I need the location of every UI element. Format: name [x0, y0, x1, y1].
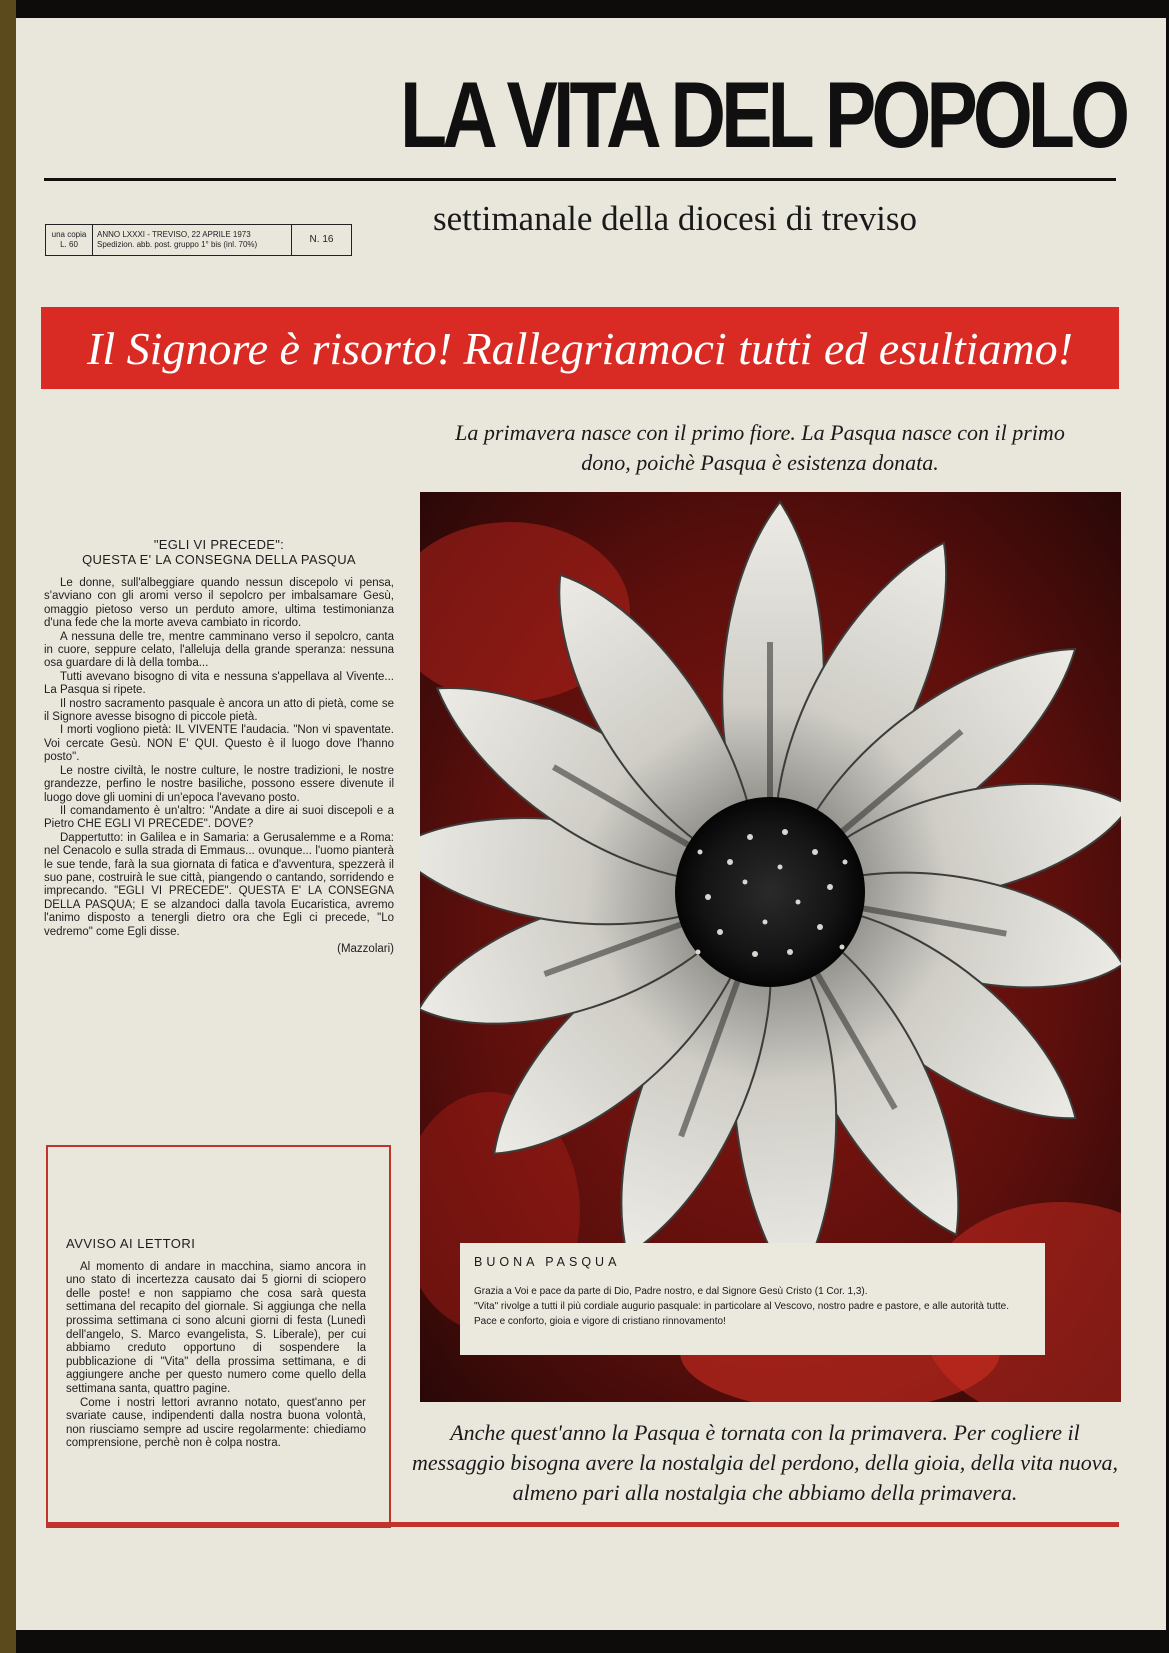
article-paragraph: Le nostre civiltà, le nostre culture, le nostre tradizioni, le nostre grandezze, perfino le nostre basiliche, possono essere divenute il luogo dove gli uomini di un'epoca l'avevano posto.: [44, 764, 394, 804]
notice-title: AVVISO AI LETTORI: [66, 1236, 196, 1251]
notice-paragraph: Come i nostri lettori avranno notato, quest'anno per svariate cause, indipendenti dalla nostra buona volontà, non riusciamo sempre ad uscire regolarmente: chiediamo comprensione, perchè non è colpa nostra.: [66, 1396, 366, 1450]
issue-number: N. 16: [309, 234, 334, 245]
price-cell: [46, 225, 93, 255]
date-line: ANNO LXXXI - TREVISO, 22 APRILE 1973: [97, 230, 251, 239]
article-paragraph: Le donne, sull'albeggiare quando nessun discepolo vi pensa, s'avviano con gli aromi verso il sepolcro per imbalsamare Gesù, omaggio pietoso verso un perduto amore, ultima testimonianza d'una fede che la morte aveva cambiato in ricordo.: [44, 577, 394, 630]
article-paragraph: Dappertutto: in Galilea e in Samaria: a Gerusalemme e a Roma: nel Cenacolo e sulla strada di Emmaus... ovunque... l'uomo pianterà le sue tende, farà la sua giornata di fatica e d'avventura, spezzerà il suo pane, costruirà le sue città, piangendo o cantando, sorridendo e imprecando. "EGLI VI PRECEDE". QUESTA E' LA CONSEGNA DELLA PASQUA; E se alzandoci dalla tavola Eucaristica, avremo l'animo disposto a tenergli dietro ora che Egli ci precede, "Lo vedremo" come Egli disse.: [44, 831, 394, 938]
article-paragraph: Il nostro sacramento pasquale è ancora un atto di pietà, come se il Signore avesse bisogno di piccole pietà.: [44, 697, 394, 724]
issue-cell: [292, 225, 351, 255]
article-title-line-2: QUESTA E' LA CONSEGNA DELLA PASQUA: [82, 552, 356, 567]
masthead-title: LA VITA DEL POPOLO: [400, 62, 1126, 167]
intro-line-2: dono, poichè Pasqua è esistenza donata.: [581, 450, 939, 475]
article-title-line-1: "EGLI VI PRECEDE":: [153, 537, 285, 552]
greeting-title: BUONA PASQUA: [474, 1255, 621, 1269]
intro-line-1: La primavera nasce con il primo fiore. La Pasqua nasce con il primo: [455, 420, 1065, 445]
page-binding: [0, 0, 16, 1653]
article-egli-vi-precede: [44, 537, 394, 956]
easter-greeting-box: [460, 1243, 1045, 1355]
greeting-line-1: Grazia a Voi e pace da parte di Dio, Padre nostro, e dal Signore Gesù Cristo (1 Cor. 1,3).: [474, 1286, 868, 1297]
headline-banner: [41, 307, 1119, 389]
price-value: L. 60: [60, 240, 78, 249]
article-title: [44, 537, 394, 567]
masthead-subtitle: settimanale della diocesi di treviso: [433, 199, 918, 238]
article-paragraph: I morti vogliono pietà: IL VIVENTE l'audacia. "Non vi spaventate. Voi cercate Gesù. NON E' QUI. Questo è il luogo dove l'hanno posto".: [44, 724, 394, 764]
intro-quote: [400, 418, 1120, 478]
date-cell: [93, 225, 292, 255]
headline-text: Il Signore è risorto! Rallegriamoci tutti ed esultiamo!: [87, 322, 1073, 374]
notice-box: [46, 1145, 391, 1528]
price-label: una copia: [51, 230, 87, 239]
greeting-line-2: "Vita" rivolge a tutti il più cordiale augurio pasquale: in particolare al Vescovo, nostro padre e pastore, e alle autorità tutte. Pace e conforto, gioia e vigore di cristiano rinnovamento!: [474, 1301, 1010, 1327]
issue-info-box: [45, 224, 352, 256]
notice-paragraph: Al momento di andare in macchina, siamo ancora in uno stato di incertezza causato dai 5 giorni di sciopero delle poste! e non sappiamo che cosa sarà questa settimana del recapito del giornale. Si aggiunga che nella prossima settimana ci sono alcuni giorni di festa (Lunedì dell'angelo, S. Marco evangelista, S. Liberale), per cui abbiamo creduto opportuno di sospendere la pubblicazione di "Vita" della prossima settimana, e di aggiungere anche per questo numero come quello della settimana santa, quattro pagine.: [66, 1260, 366, 1395]
article-signature: (Mazzolari): [337, 942, 394, 955]
bottom-rule: [47, 1522, 1119, 1527]
notice-content: [66, 1237, 366, 1451]
closing-quote: Anche quest'anno la Pasqua è tornata con la primavera. Per cogliere il messaggio bisogna avere la nostalgia del perdono, della gioia, della vita nuova, almeno pari alla nostalgia che abbiamo della primavera.: [412, 1420, 1118, 1505]
article-paragraph: A nessuna delle tre, mentre camminano verso il sepolcro, canta in cuore, seppure celato, l'alleluja della grande speranza: nessuna osa guardare di là della tomba...: [44, 630, 394, 670]
article-paragraph: Tutti avevano bisogno di vita e nessuna s'appellava al Vivente... La Pasqua si ripete.: [44, 670, 394, 697]
article-paragraph: Il comandamento è un'altro: "Andate a dire ai suoi discepoli e a Pietro CHE EGLI VI PRECEDE". DOVE?: [44, 804, 394, 831]
masthead-rule: [44, 178, 1116, 181]
postal-line: Spedizion. abb. post. gruppo 1° bis (inl. 70%): [97, 240, 258, 249]
